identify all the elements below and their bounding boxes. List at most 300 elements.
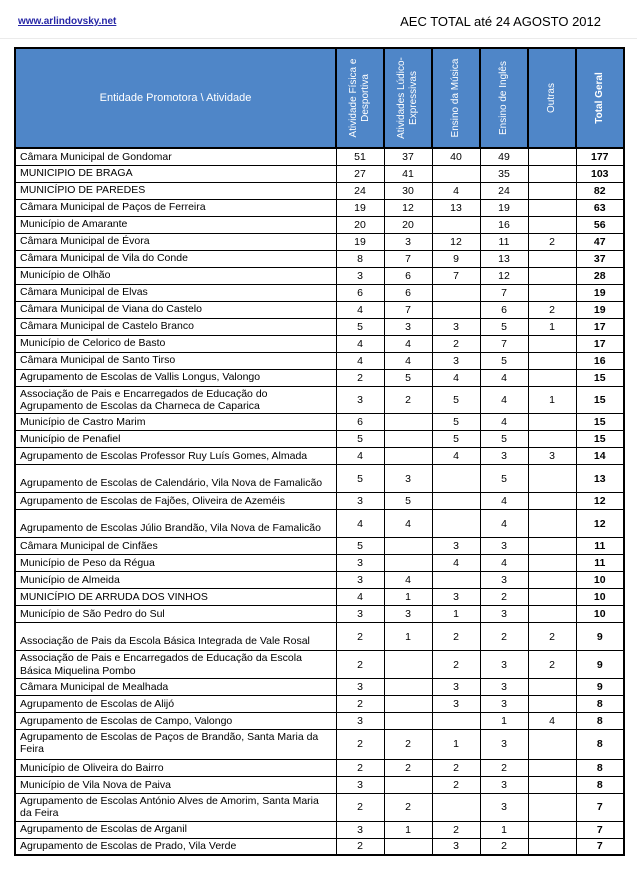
column-header-label: Outras bbox=[546, 83, 557, 114]
value-cell-ensino-ingles: 4 bbox=[480, 510, 528, 538]
value-cell-atividades-ludico: 2 bbox=[384, 730, 432, 760]
value-cell-ensino-musica bbox=[432, 793, 480, 821]
total-cell: 11 bbox=[576, 555, 624, 572]
table-row bbox=[15, 352, 624, 369]
total-cell: 8 bbox=[576, 776, 624, 793]
table-row bbox=[15, 182, 624, 199]
total-cell: 14 bbox=[576, 448, 624, 465]
entity-name-cell: Câmara Municipal de Paços de Ferreira bbox=[15, 199, 336, 216]
value-cell-ensino-ingles: 1 bbox=[480, 713, 528, 730]
value-cell-outras bbox=[528, 335, 576, 352]
value-cell-atividades-ludico: 4 bbox=[384, 510, 432, 538]
total-cell: 9 bbox=[576, 651, 624, 679]
total-cell: 17 bbox=[576, 335, 624, 352]
value-cell-atividade-fisica: 3 bbox=[336, 386, 384, 414]
value-cell-ensino-musica: 9 bbox=[432, 250, 480, 267]
value-cell-outras bbox=[528, 572, 576, 589]
value-cell-outras bbox=[528, 679, 576, 696]
value-cell-ensino-musica: 3 bbox=[432, 318, 480, 335]
value-cell-ensino-musica bbox=[432, 465, 480, 493]
value-cell-outras bbox=[528, 199, 576, 216]
value-cell-outras bbox=[528, 284, 576, 301]
entity-name-cell: Município de Olhão bbox=[15, 267, 336, 284]
entity-name-cell: MUNICÍPIO DE ARRUDA DOS VINHOS bbox=[15, 589, 336, 606]
value-cell-ensino-musica: 2 bbox=[432, 776, 480, 793]
value-cell-ensino-ingles: 4 bbox=[480, 414, 528, 431]
value-cell-ensino-musica bbox=[432, 284, 480, 301]
entity-name-cell: Câmara Municipal de Viana do Castelo bbox=[15, 301, 336, 318]
value-cell-atividade-fisica: 5 bbox=[336, 465, 384, 493]
entity-name-cell: Câmara Municipal de Évora bbox=[15, 233, 336, 250]
value-cell-ensino-musica: 7 bbox=[432, 267, 480, 284]
value-cell-atividade-fisica: 5 bbox=[336, 318, 384, 335]
value-cell-outras bbox=[528, 730, 576, 760]
value-cell-ensino-ingles: 2 bbox=[480, 589, 528, 606]
value-cell-ensino-musica: 3 bbox=[432, 838, 480, 855]
total-cell: 15 bbox=[576, 369, 624, 386]
column-header-atividades-ludico bbox=[384, 48, 432, 148]
total-cell: 15 bbox=[576, 431, 624, 448]
value-cell-atividade-fisica: 3 bbox=[336, 713, 384, 730]
entity-name-cell: MUNICIPIO DE BRAGA bbox=[15, 165, 336, 182]
value-cell-ensino-musica: 3 bbox=[432, 679, 480, 696]
total-cell: 8 bbox=[576, 759, 624, 776]
column-header-label: Atividades Lúdico-Expressivas bbox=[396, 57, 419, 139]
total-cell: 11 bbox=[576, 538, 624, 555]
value-cell-atividade-fisica: 2 bbox=[336, 623, 384, 651]
table-row bbox=[15, 679, 624, 696]
entity-name-cell: Agrupamento de Escolas Júlio Brandão, Vila Nova de Famalicão bbox=[15, 510, 336, 538]
value-cell-atividades-ludico bbox=[384, 838, 432, 855]
value-cell-atividades-ludico bbox=[384, 414, 432, 431]
table-row bbox=[15, 713, 624, 730]
total-cell: 8 bbox=[576, 713, 624, 730]
value-cell-outras bbox=[528, 216, 576, 233]
value-cell-ensino-ingles: 35 bbox=[480, 165, 528, 182]
total-cell: 47 bbox=[576, 233, 624, 250]
value-cell-ensino-musica: 3 bbox=[432, 538, 480, 555]
value-cell-ensino-ingles: 1 bbox=[480, 821, 528, 838]
value-cell-atividade-fisica: 3 bbox=[336, 606, 384, 623]
total-cell: 9 bbox=[576, 679, 624, 696]
value-cell-atividade-fisica: 3 bbox=[336, 493, 384, 510]
value-cell-outras: 3 bbox=[528, 448, 576, 465]
table-row bbox=[15, 776, 624, 793]
entity-name-cell: Município de Amarante bbox=[15, 216, 336, 233]
value-cell-ensino-musica: 4 bbox=[432, 182, 480, 199]
entity-name-cell: Associação de Pais da Escola Básica Integrada de Vale Rosal bbox=[15, 623, 336, 651]
value-cell-atividade-fisica: 51 bbox=[336, 148, 384, 165]
value-cell-ensino-ingles: 3 bbox=[480, 776, 528, 793]
value-cell-atividades-ludico: 41 bbox=[384, 165, 432, 182]
value-cell-outras: 4 bbox=[528, 713, 576, 730]
entity-name-cell: Câmara Municipal de Mealhada bbox=[15, 679, 336, 696]
value-cell-outras bbox=[528, 555, 576, 572]
value-cell-ensino-musica bbox=[432, 165, 480, 182]
entity-name-cell: Município de Castro Marim bbox=[15, 414, 336, 431]
table-row bbox=[15, 821, 624, 838]
value-cell-ensino-musica: 2 bbox=[432, 759, 480, 776]
header-row bbox=[15, 48, 624, 148]
table-row bbox=[15, 318, 624, 335]
value-cell-atividades-ludico: 2 bbox=[384, 386, 432, 414]
value-cell-atividade-fisica: 2 bbox=[336, 651, 384, 679]
table-row bbox=[15, 759, 624, 776]
value-cell-ensino-ingles: 4 bbox=[480, 555, 528, 572]
value-cell-outras bbox=[528, 589, 576, 606]
value-cell-ensino-ingles: 5 bbox=[480, 465, 528, 493]
value-cell-ensino-musica: 3 bbox=[432, 589, 480, 606]
total-cell: 37 bbox=[576, 250, 624, 267]
value-cell-ensino-ingles: 2 bbox=[480, 838, 528, 855]
total-cell: 15 bbox=[576, 386, 624, 414]
table-row bbox=[15, 386, 624, 414]
total-cell: 8 bbox=[576, 730, 624, 760]
entity-name-cell: Agrupamento de Escolas Professor Ruy Luís Gomes, Almada bbox=[15, 448, 336, 465]
value-cell-atividade-fisica: 2 bbox=[336, 838, 384, 855]
value-cell-atividades-ludico: 4 bbox=[384, 352, 432, 369]
value-cell-ensino-ingles: 7 bbox=[480, 284, 528, 301]
value-cell-ensino-ingles: 4 bbox=[480, 386, 528, 414]
value-cell-outras bbox=[528, 165, 576, 182]
total-cell: 10 bbox=[576, 572, 624, 589]
value-cell-atividade-fisica: 4 bbox=[336, 335, 384, 352]
value-cell-ensino-ingles: 6 bbox=[480, 301, 528, 318]
value-cell-ensino-musica bbox=[432, 493, 480, 510]
value-cell-atividades-ludico bbox=[384, 431, 432, 448]
value-cell-atividade-fisica: 24 bbox=[336, 182, 384, 199]
value-cell-outras bbox=[528, 465, 576, 493]
total-cell: 16 bbox=[576, 352, 624, 369]
value-cell-atividade-fisica: 2 bbox=[336, 369, 384, 386]
value-cell-ensino-ingles: 3 bbox=[480, 606, 528, 623]
value-cell-ensino-ingles: 5 bbox=[480, 431, 528, 448]
value-cell-atividades-ludico bbox=[384, 696, 432, 713]
table-row bbox=[15, 730, 624, 760]
value-cell-ensino-ingles: 5 bbox=[480, 352, 528, 369]
value-cell-ensino-ingles: 12 bbox=[480, 267, 528, 284]
value-cell-atividades-ludico: 3 bbox=[384, 233, 432, 250]
entity-name-cell: Associação de Pais e Encarregados de Educação do Agrupamento de Escolas da Charneca de Caparica bbox=[15, 386, 336, 414]
table-row bbox=[15, 414, 624, 431]
total-cell: 13 bbox=[576, 465, 624, 493]
table-row bbox=[15, 793, 624, 821]
entity-name-cell: Câmara Municipal de Cinfães bbox=[15, 538, 336, 555]
entity-name-cell: Município de Oliveira do Bairro bbox=[15, 759, 336, 776]
total-cell: 7 bbox=[576, 793, 624, 821]
table-row bbox=[15, 651, 624, 679]
table-row bbox=[15, 284, 624, 301]
entity-name-cell: Agrupamento de Escolas de Vallis Longus, Valongo bbox=[15, 369, 336, 386]
total-cell: 82 bbox=[576, 182, 624, 199]
corner-header: Entidade Promotora \ Atividade bbox=[15, 48, 336, 148]
column-header-total-geral bbox=[576, 48, 624, 148]
value-cell-atividades-ludico: 5 bbox=[384, 493, 432, 510]
value-cell-ensino-ingles: 3 bbox=[480, 793, 528, 821]
table-row bbox=[15, 148, 624, 165]
value-cell-atividades-ludico: 6 bbox=[384, 284, 432, 301]
value-cell-atividades-ludico: 4 bbox=[384, 335, 432, 352]
value-cell-atividade-fisica: 4 bbox=[336, 301, 384, 318]
value-cell-ensino-ingles: 16 bbox=[480, 216, 528, 233]
value-cell-ensino-ingles: 3 bbox=[480, 538, 528, 555]
value-cell-atividades-ludico: 3 bbox=[384, 606, 432, 623]
total-cell: 10 bbox=[576, 589, 624, 606]
value-cell-atividade-fisica: 2 bbox=[336, 730, 384, 760]
value-cell-atividades-ludico: 2 bbox=[384, 759, 432, 776]
value-cell-ensino-ingles: 4 bbox=[480, 369, 528, 386]
table-row bbox=[15, 465, 624, 493]
table-row bbox=[15, 369, 624, 386]
value-cell-atividades-ludico: 7 bbox=[384, 250, 432, 267]
total-cell: 15 bbox=[576, 414, 624, 431]
value-cell-atividades-ludico: 5 bbox=[384, 369, 432, 386]
column-header-outras bbox=[528, 48, 576, 148]
page-title: AEC TOTAL até 24 AGOSTO 2012 bbox=[400, 14, 601, 29]
value-cell-ensino-ingles: 24 bbox=[480, 182, 528, 199]
total-cell: 10 bbox=[576, 606, 624, 623]
value-cell-outras bbox=[528, 182, 576, 199]
value-cell-atividades-ludico bbox=[384, 651, 432, 679]
entity-name-cell: Associação de Pais e Encarregados de Educação da Escola Básica Miquelina Pombo bbox=[15, 651, 336, 679]
total-cell: 63 bbox=[576, 199, 624, 216]
column-header-ensino-ingles bbox=[480, 48, 528, 148]
value-cell-outras bbox=[528, 538, 576, 555]
value-cell-outras: 1 bbox=[528, 318, 576, 335]
value-cell-ensino-musica: 4 bbox=[432, 555, 480, 572]
table-row bbox=[15, 250, 624, 267]
column-header-label: Atividade Física e Desportiva bbox=[348, 58, 371, 138]
value-cell-atividade-fisica: 6 bbox=[336, 284, 384, 301]
entity-name-cell: Agrupamento de Escolas de Calendário, Vila Nova de Famalicão bbox=[15, 465, 336, 493]
value-cell-atividades-ludico bbox=[384, 538, 432, 555]
value-cell-outras: 2 bbox=[528, 233, 576, 250]
value-cell-outras: 1 bbox=[528, 386, 576, 414]
value-cell-outras bbox=[528, 267, 576, 284]
value-cell-ensino-musica: 4 bbox=[432, 369, 480, 386]
entity-name-cell: Agrupamento de Escolas de Fajões, Oliveira de Azeméis bbox=[15, 493, 336, 510]
value-cell-atividades-ludico: 37 bbox=[384, 148, 432, 165]
value-cell-outras bbox=[528, 793, 576, 821]
value-cell-atividades-ludico: 3 bbox=[384, 318, 432, 335]
value-cell-atividade-fisica: 5 bbox=[336, 538, 384, 555]
value-cell-atividades-ludico: 12 bbox=[384, 199, 432, 216]
value-cell-atividade-fisica: 3 bbox=[336, 267, 384, 284]
value-cell-outras bbox=[528, 369, 576, 386]
value-cell-atividades-ludico: 30 bbox=[384, 182, 432, 199]
total-cell: 28 bbox=[576, 267, 624, 284]
value-cell-ensino-musica: 12 bbox=[432, 233, 480, 250]
table-row bbox=[15, 199, 624, 216]
value-cell-atividade-fisica: 4 bbox=[336, 589, 384, 606]
entity-name-cell: Câmara Municipal de Gondomar bbox=[15, 148, 336, 165]
site-link[interactable]: www.arlindovsky.net bbox=[18, 16, 117, 27]
value-cell-atividades-ludico: 4 bbox=[384, 572, 432, 589]
value-cell-atividade-fisica: 8 bbox=[336, 250, 384, 267]
value-cell-atividade-fisica: 4 bbox=[336, 352, 384, 369]
total-cell: 8 bbox=[576, 696, 624, 713]
entity-name-cell: Câmara Municipal de Santo Tirso bbox=[15, 352, 336, 369]
entity-name-cell: Município de São Pedro do Sul bbox=[15, 606, 336, 623]
value-cell-ensino-musica bbox=[432, 572, 480, 589]
table-row bbox=[15, 623, 624, 651]
value-cell-ensino-musica: 5 bbox=[432, 414, 480, 431]
value-cell-ensino-musica: 3 bbox=[432, 352, 480, 369]
table-row bbox=[15, 448, 624, 465]
value-cell-outras bbox=[528, 250, 576, 267]
value-cell-ensino-musica bbox=[432, 713, 480, 730]
value-cell-ensino-musica: 40 bbox=[432, 148, 480, 165]
table-row bbox=[15, 555, 624, 572]
value-cell-ensino-musica: 3 bbox=[432, 696, 480, 713]
value-cell-atividade-fisica: 3 bbox=[336, 776, 384, 793]
table-row bbox=[15, 572, 624, 589]
entity-name-cell: Agrupamento de Escolas de Paços de Brandão, Santa Maria da Feira bbox=[15, 730, 336, 760]
value-cell-outras bbox=[528, 821, 576, 838]
value-cell-atividades-ludico: 1 bbox=[384, 623, 432, 651]
table-row bbox=[15, 589, 624, 606]
value-cell-outras bbox=[528, 431, 576, 448]
aec-table bbox=[14, 47, 625, 856]
entity-name-cell: Agrupamento de Escolas de Arganil bbox=[15, 821, 336, 838]
value-cell-atividades-ludico: 2 bbox=[384, 793, 432, 821]
table-row bbox=[15, 838, 624, 855]
value-cell-outras bbox=[528, 148, 576, 165]
entity-name-cell: Câmara Municipal de Vila do Conde bbox=[15, 250, 336, 267]
column-header-label: Ensino de Inglês bbox=[498, 61, 509, 135]
value-cell-outras: 2 bbox=[528, 301, 576, 318]
value-cell-ensino-ingles: 3 bbox=[480, 679, 528, 696]
total-cell: 19 bbox=[576, 301, 624, 318]
value-cell-ensino-musica: 4 bbox=[432, 448, 480, 465]
table-row bbox=[15, 493, 624, 510]
column-header-label: Ensino da Música bbox=[450, 58, 461, 138]
entity-name-cell: Agrupamento de Escolas António Alves de Amorim, Santa Maria da Feira bbox=[15, 793, 336, 821]
value-cell-ensino-musica: 2 bbox=[432, 335, 480, 352]
entity-name-cell: Agrupamento de Escolas de Alijó bbox=[15, 696, 336, 713]
value-cell-ensino-musica: 13 bbox=[432, 199, 480, 216]
value-cell-atividades-ludico: 1 bbox=[384, 589, 432, 606]
value-cell-ensino-musica: 2 bbox=[432, 821, 480, 838]
value-cell-atividades-ludico: 1 bbox=[384, 821, 432, 838]
value-cell-outras bbox=[528, 510, 576, 538]
value-cell-ensino-ingles: 13 bbox=[480, 250, 528, 267]
total-cell: 17 bbox=[576, 318, 624, 335]
column-header-ensino-musica bbox=[432, 48, 480, 148]
value-cell-ensino-musica bbox=[432, 301, 480, 318]
value-cell-ensino-ingles: 19 bbox=[480, 199, 528, 216]
entity-name-cell: Agrupamento de Escolas de Campo, Valongo bbox=[15, 713, 336, 730]
value-cell-ensino-musica: 1 bbox=[432, 606, 480, 623]
value-cell-atividade-fisica: 3 bbox=[336, 679, 384, 696]
column-header-atividade-fisica bbox=[336, 48, 384, 148]
table-row bbox=[15, 335, 624, 352]
value-cell-ensino-musica: 1 bbox=[432, 730, 480, 760]
value-cell-outras: 2 bbox=[528, 623, 576, 651]
total-cell: 12 bbox=[576, 510, 624, 538]
table-row bbox=[15, 216, 624, 233]
value-cell-atividades-ludico bbox=[384, 448, 432, 465]
entity-name-cell: Município de Penafiel bbox=[15, 431, 336, 448]
table-row bbox=[15, 538, 624, 555]
total-cell: 12 bbox=[576, 493, 624, 510]
value-cell-atividade-fisica: 5 bbox=[336, 431, 384, 448]
value-cell-atividade-fisica: 3 bbox=[336, 572, 384, 589]
entity-name-cell: Câmara Municipal de Elvas bbox=[15, 284, 336, 301]
total-cell: 7 bbox=[576, 821, 624, 838]
value-cell-atividades-ludico bbox=[384, 713, 432, 730]
entity-name-cell: Agrupamento de Escolas de Prado, Vila Verde bbox=[15, 838, 336, 855]
value-cell-atividades-ludico bbox=[384, 776, 432, 793]
value-cell-ensino-ingles: 3 bbox=[480, 730, 528, 760]
value-cell-outras bbox=[528, 606, 576, 623]
value-cell-ensino-ingles: 2 bbox=[480, 623, 528, 651]
total-cell: 9 bbox=[576, 623, 624, 651]
value-cell-ensino-musica: 2 bbox=[432, 623, 480, 651]
total-cell: 19 bbox=[576, 284, 624, 301]
value-cell-ensino-ingles: 11 bbox=[480, 233, 528, 250]
value-cell-ensino-musica bbox=[432, 510, 480, 538]
value-cell-ensino-musica bbox=[432, 216, 480, 233]
value-cell-atividade-fisica: 20 bbox=[336, 216, 384, 233]
value-cell-ensino-ingles: 7 bbox=[480, 335, 528, 352]
table-row bbox=[15, 267, 624, 284]
value-cell-outras bbox=[528, 493, 576, 510]
value-cell-ensino-ingles: 2 bbox=[480, 759, 528, 776]
value-cell-atividades-ludico: 7 bbox=[384, 301, 432, 318]
value-cell-atividade-fisica: 2 bbox=[336, 759, 384, 776]
value-cell-atividade-fisica: 3 bbox=[336, 821, 384, 838]
total-cell: 56 bbox=[576, 216, 624, 233]
value-cell-atividade-fisica: 19 bbox=[336, 233, 384, 250]
value-cell-atividade-fisica: 6 bbox=[336, 414, 384, 431]
value-cell-outras bbox=[528, 776, 576, 793]
value-cell-ensino-ingles: 3 bbox=[480, 448, 528, 465]
table-row bbox=[15, 510, 624, 538]
value-cell-atividades-ludico: 6 bbox=[384, 267, 432, 284]
value-cell-atividades-ludico bbox=[384, 679, 432, 696]
value-cell-atividade-fisica: 4 bbox=[336, 510, 384, 538]
entity-name-cell: Câmara Municipal de Castelo Branco bbox=[15, 318, 336, 335]
value-cell-outras: 2 bbox=[528, 651, 576, 679]
table-row bbox=[15, 165, 624, 182]
value-cell-atividade-fisica: 3 bbox=[336, 555, 384, 572]
table-row bbox=[15, 606, 624, 623]
value-cell-outras bbox=[528, 352, 576, 369]
entity-name-cell: Município de Peso da Régua bbox=[15, 555, 336, 572]
total-cell: 177 bbox=[576, 148, 624, 165]
value-cell-atividades-ludico: 20 bbox=[384, 216, 432, 233]
value-cell-ensino-musica: 5 bbox=[432, 431, 480, 448]
value-cell-ensino-ingles: 4 bbox=[480, 493, 528, 510]
entity-name-cell: Município de Celorico de Basto bbox=[15, 335, 336, 352]
entity-name-cell: Município de Vila Nova de Paiva bbox=[15, 776, 336, 793]
entity-name-cell: Município de Almeida bbox=[15, 572, 336, 589]
column-header-label: Total Geral bbox=[594, 72, 605, 124]
table-row bbox=[15, 431, 624, 448]
value-cell-outras bbox=[528, 838, 576, 855]
value-cell-ensino-ingles: 49 bbox=[480, 148, 528, 165]
value-cell-atividade-fisica: 2 bbox=[336, 793, 384, 821]
value-cell-outras bbox=[528, 759, 576, 776]
value-cell-ensino-musica: 5 bbox=[432, 386, 480, 414]
total-cell: 7 bbox=[576, 838, 624, 855]
value-cell-ensino-ingles: 3 bbox=[480, 651, 528, 679]
value-cell-atividade-fisica: 27 bbox=[336, 165, 384, 182]
value-cell-atividades-ludico bbox=[384, 555, 432, 572]
table-row bbox=[15, 301, 624, 318]
value-cell-outras bbox=[528, 696, 576, 713]
